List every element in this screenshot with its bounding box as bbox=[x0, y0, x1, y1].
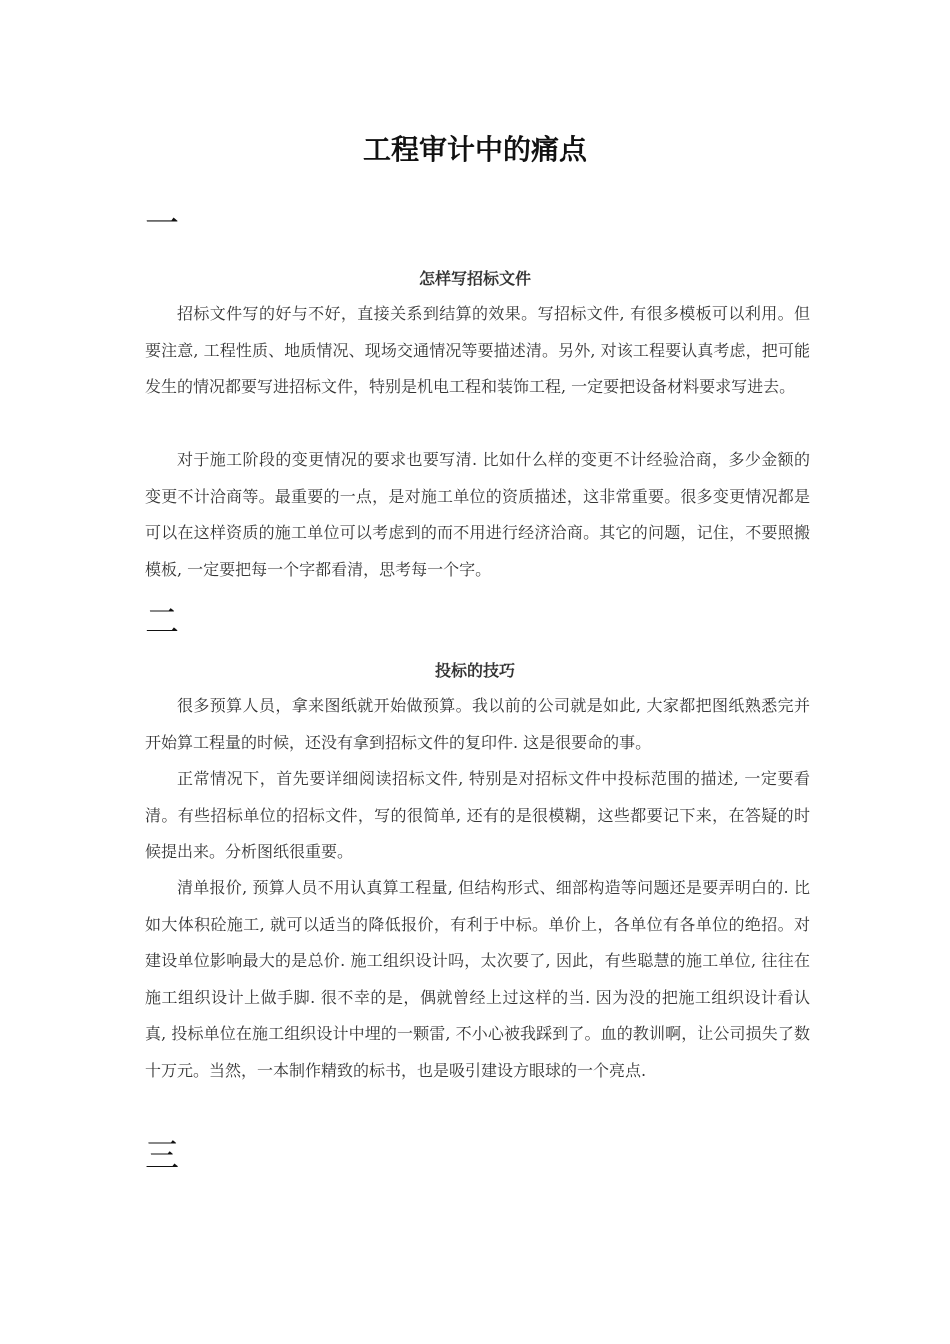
page-title: 工程审计中的痛点 bbox=[362, 133, 587, 166]
section-2-paragraph-3: 清单报价, 预算人员不用认真算工程量, 但结构形式、细部构造等问题还是要弄明白的. 比如大体积砼施工, 就可以适当的降低报价，有利于中标。单价上，各单位有各单位的绝招。对建设单位影响最大的是总价. 施工组织设计吗，太次要了, 因此，有些聪慧的施工单位, 往往在施工组织设计上做手脚. 很不幸的是，偶就曾经上过这样的当. 因为没的把施工组织设计看认真, 投标单位在施工组织设计中埋的一颗雷, 不小心被我踩到了。血的教训啊，让公司损失了数十万元。当然，一本制作精致的标书，也是吸引建设方眼球的一个亮点. bbox=[145, 878, 810, 1080]
section-1-paragraph-2: 对于施工阶段的变更情况的要求也要写清. 比如什么样的变更不计经验洽商，多少金额的变更不计洽商等。最重要的一点，是对施工单位的资质描述，这非常重要。很多变更情况都是可以在这样资质的施工单位可以考虑到的而不用进行经济洽商。其它的问题，记住，不要照搬模板, 一定要把每一个字都看清，思考每一个字。 bbox=[145, 450, 810, 579]
section-1-paragraph-1: 招标文件写的好与不好，直接关系到结算的效果。写招标文件, 有很多模板可以利用。但要注意, 工程性质、地质情况、现场交通情况等要描述清。另外, 对该工程要认真考虑，把可能发生的情况都要写进招标文件，特别是机电工程和装饰工程, 一定要把设备材料要求写进去。 bbox=[145, 304, 810, 397]
section-number-1: 一 bbox=[145, 204, 179, 244]
section-number-3: 三 bbox=[145, 1136, 179, 1176]
section-heading-2: 投标的技巧 bbox=[434, 661, 515, 680]
section-2-paragraph-2: 正常情况下，首先要详细阅读招标文件, 特别是对招标文件中投标范围的描述, 一定要看清。有些招标单位的招标文件，写的很简单, 还有的是很模糊，这些都要记下来，在答疑的时候提出来。分析图纸很重要。 bbox=[145, 769, 810, 862]
section-2-paragraph-1: 很多预算人员，拿来图纸就开始做预算。我以前的公司就是如此, 大家都把图纸熟悉完并开始算工程量的时候，还没有拿到招标文件的复印件. 这是很要命的事。 bbox=[145, 696, 810, 752]
section-number-2: 二 bbox=[145, 602, 179, 642]
section-heading-1: 怎样写招标文件 bbox=[418, 269, 531, 288]
